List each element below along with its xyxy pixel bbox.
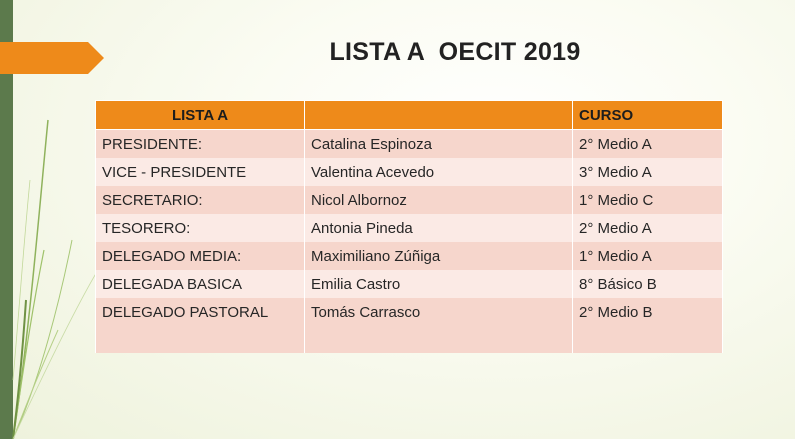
table-row	[96, 130, 723, 159]
table-row	[96, 214, 723, 242]
table-row	[96, 186, 723, 214]
course-cell: 2° Medio A	[573, 214, 723, 242]
course-cell: 8° Básico B	[573, 270, 723, 298]
header-name	[305, 101, 573, 130]
course-cell: 1° Medio A	[573, 242, 723, 270]
role-cell: PRESIDENTE:	[96, 130, 305, 159]
name-cell: Maximiliano Zúñiga	[305, 242, 573, 270]
table-row	[96, 242, 723, 270]
course-cell: 2° Medio A	[573, 130, 723, 159]
table-row	[96, 158, 723, 186]
name-cell: Tomás Carrasco	[305, 298, 573, 353]
role-cell: DELEGADA BASICA	[96, 270, 305, 298]
name-cell: Emilia Castro	[305, 270, 573, 298]
lista-a-table	[95, 100, 723, 353]
role-cell: SECRETARIO:	[96, 186, 305, 214]
name-cell: Catalina Espinoza	[305, 130, 573, 159]
name-cell: Valentina Acevedo	[305, 158, 573, 186]
role-cell: VICE - PRESIDENTE	[96, 158, 305, 186]
table-row	[96, 270, 723, 298]
role-cell: DELEGADO PASTORAL	[96, 298, 305, 353]
course-cell: 3° Medio A	[573, 158, 723, 186]
role-cell: TESORERO:	[96, 214, 305, 242]
name-cell: Antonia Pineda	[305, 214, 573, 242]
course-cell: 1° Medio C	[573, 186, 723, 214]
slide-title: LISTA A OECIT 2019	[329, 38, 581, 66]
table-header-row	[96, 101, 723, 130]
course-cell: 2° Medio B	[573, 298, 723, 353]
role-cell: DELEGADO MEDIA:	[96, 242, 305, 270]
table-row	[96, 298, 723, 353]
header-lista-a: LISTA A	[96, 101, 305, 130]
name-cell: Nicol Albornoz	[305, 186, 573, 214]
orange-arrow-shape	[0, 42, 104, 74]
header-curso: CURSO	[573, 101, 723, 130]
